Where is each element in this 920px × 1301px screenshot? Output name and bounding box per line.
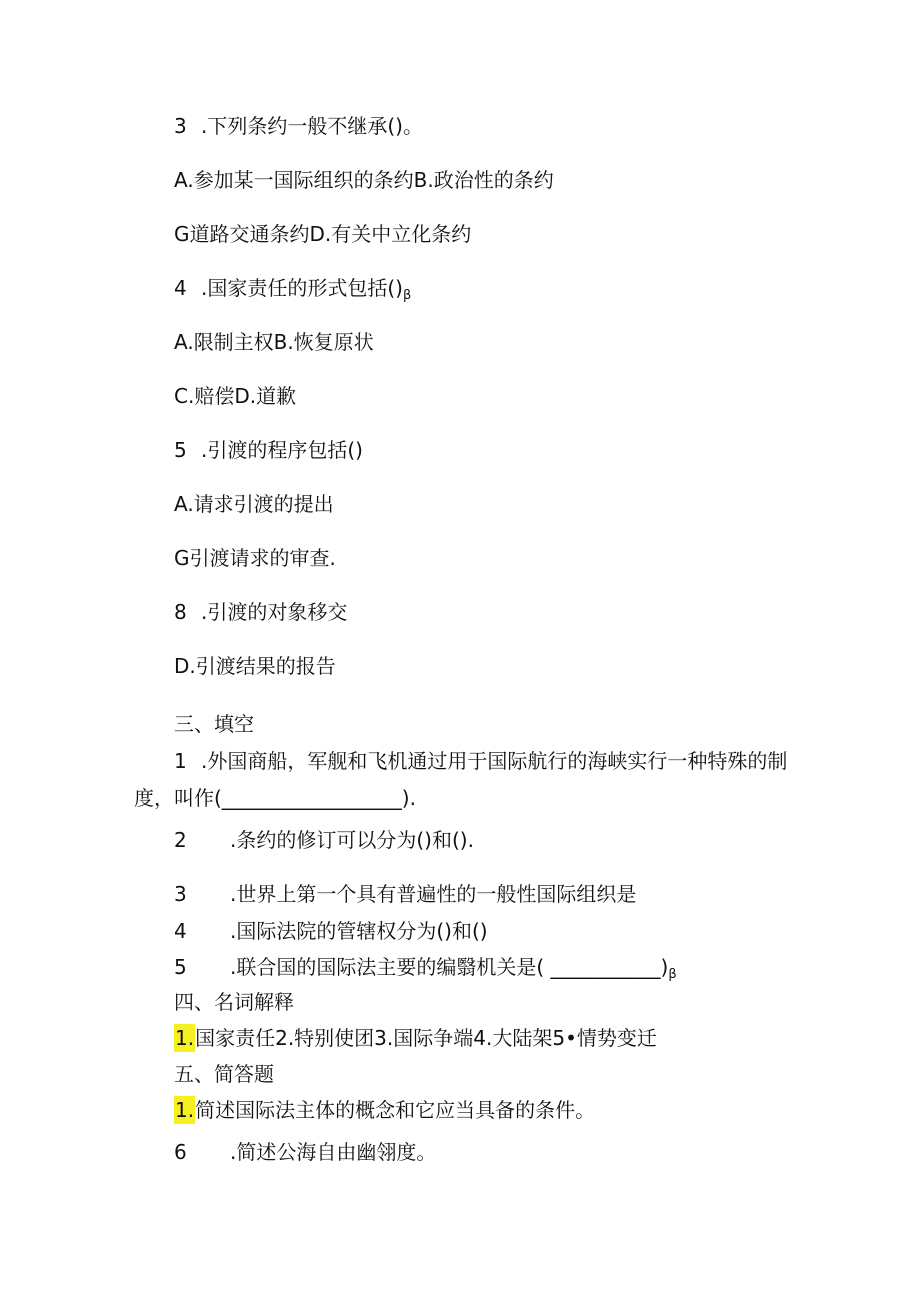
trailing-mark: β <box>668 967 677 982</box>
fill-question-4 <box>174 917 488 945</box>
question-text: 简述国际法主体的概念和它应当具备的条件。 <box>195 1098 596 1122</box>
question-number: 3 <box>174 882 187 906</box>
question-text: .引渡的程序包括() <box>201 438 363 462</box>
fill-question-2 <box>174 826 474 854</box>
question-5 <box>174 436 363 464</box>
question-number: 2 <box>174 828 187 852</box>
terms-list <box>174 1024 657 1052</box>
question-4-options-cd: C.赔偿D.道歉 <box>174 384 297 408</box>
option-text: .引渡的对象移交 <box>201 600 348 624</box>
section-heading-terms: 四、名词解释 <box>174 990 294 1014</box>
question-text: .条约的修订可以分为()和(). <box>230 828 474 852</box>
section-heading-short: 五、简答题 <box>174 1062 274 1086</box>
question-3-options-ab: A.参加某一国际组织的条约B.政治性的条约 <box>174 168 554 192</box>
question-text: .下列条约一般不继承()。 <box>201 114 423 138</box>
short-question-2 <box>174 1138 436 1166</box>
question-number: 5 <box>174 438 187 462</box>
question-3 <box>174 112 423 140</box>
question-number: 4 <box>174 276 187 300</box>
highlighted-marker: 1. <box>175 1098 195 1122</box>
question-3-options-cd: G道路交通条约D.有关中立化条约 <box>174 222 472 246</box>
question-text: .外国商船，军舰和飞机通过用于国际航行的海峡实行一种特殊的制 <box>201 749 788 773</box>
question-text: .简述公海自由幽翎度。 <box>230 1140 437 1164</box>
trailing-mark: β <box>402 288 412 303</box>
question-5-option-a: A.请求引渡的提出 <box>174 492 334 516</box>
question-4-options-ab: A.限制主权B.恢复原状 <box>174 330 374 354</box>
question-number: 1 <box>174 749 187 773</box>
fill-question-1 <box>174 747 787 775</box>
terms-text: 国家责任2.特别使团3.国际争端4.大陆架5•情势变迁 <box>195 1026 657 1050</box>
question-number: 3 <box>174 114 187 138</box>
question-5-option-c <box>174 598 347 626</box>
fill-question-3 <box>174 880 636 908</box>
question-number: 6 <box>174 1140 187 1164</box>
question-number: 8 <box>174 600 187 624</box>
question-text: .联合国的国际法主要的编翳机关是( ___________) <box>230 955 669 979</box>
question-text: .世界上第一个具有普遍性的一般性国际组织是 <box>230 882 637 906</box>
highlighted-marker: 1. <box>175 1026 195 1050</box>
short-question-1 <box>174 1096 595 1124</box>
question-text: .国际法院的管辖权分为()和() <box>230 919 488 943</box>
question-number: 5 <box>174 955 187 979</box>
question-5-option-d: D.引渡结果的报告 <box>174 654 336 678</box>
question-5-option-b: G引渡请求的审查. <box>174 546 336 570</box>
fill-question-1-cont: 度，叫作(__________________). <box>134 786 416 810</box>
question-text: .国家责任的形式包括() <box>201 276 403 300</box>
fill-question-5 <box>174 953 677 989</box>
question-number: 4 <box>174 919 187 943</box>
question-4 <box>174 274 411 310</box>
section-heading-fill: 三、填空 <box>174 712 254 736</box>
